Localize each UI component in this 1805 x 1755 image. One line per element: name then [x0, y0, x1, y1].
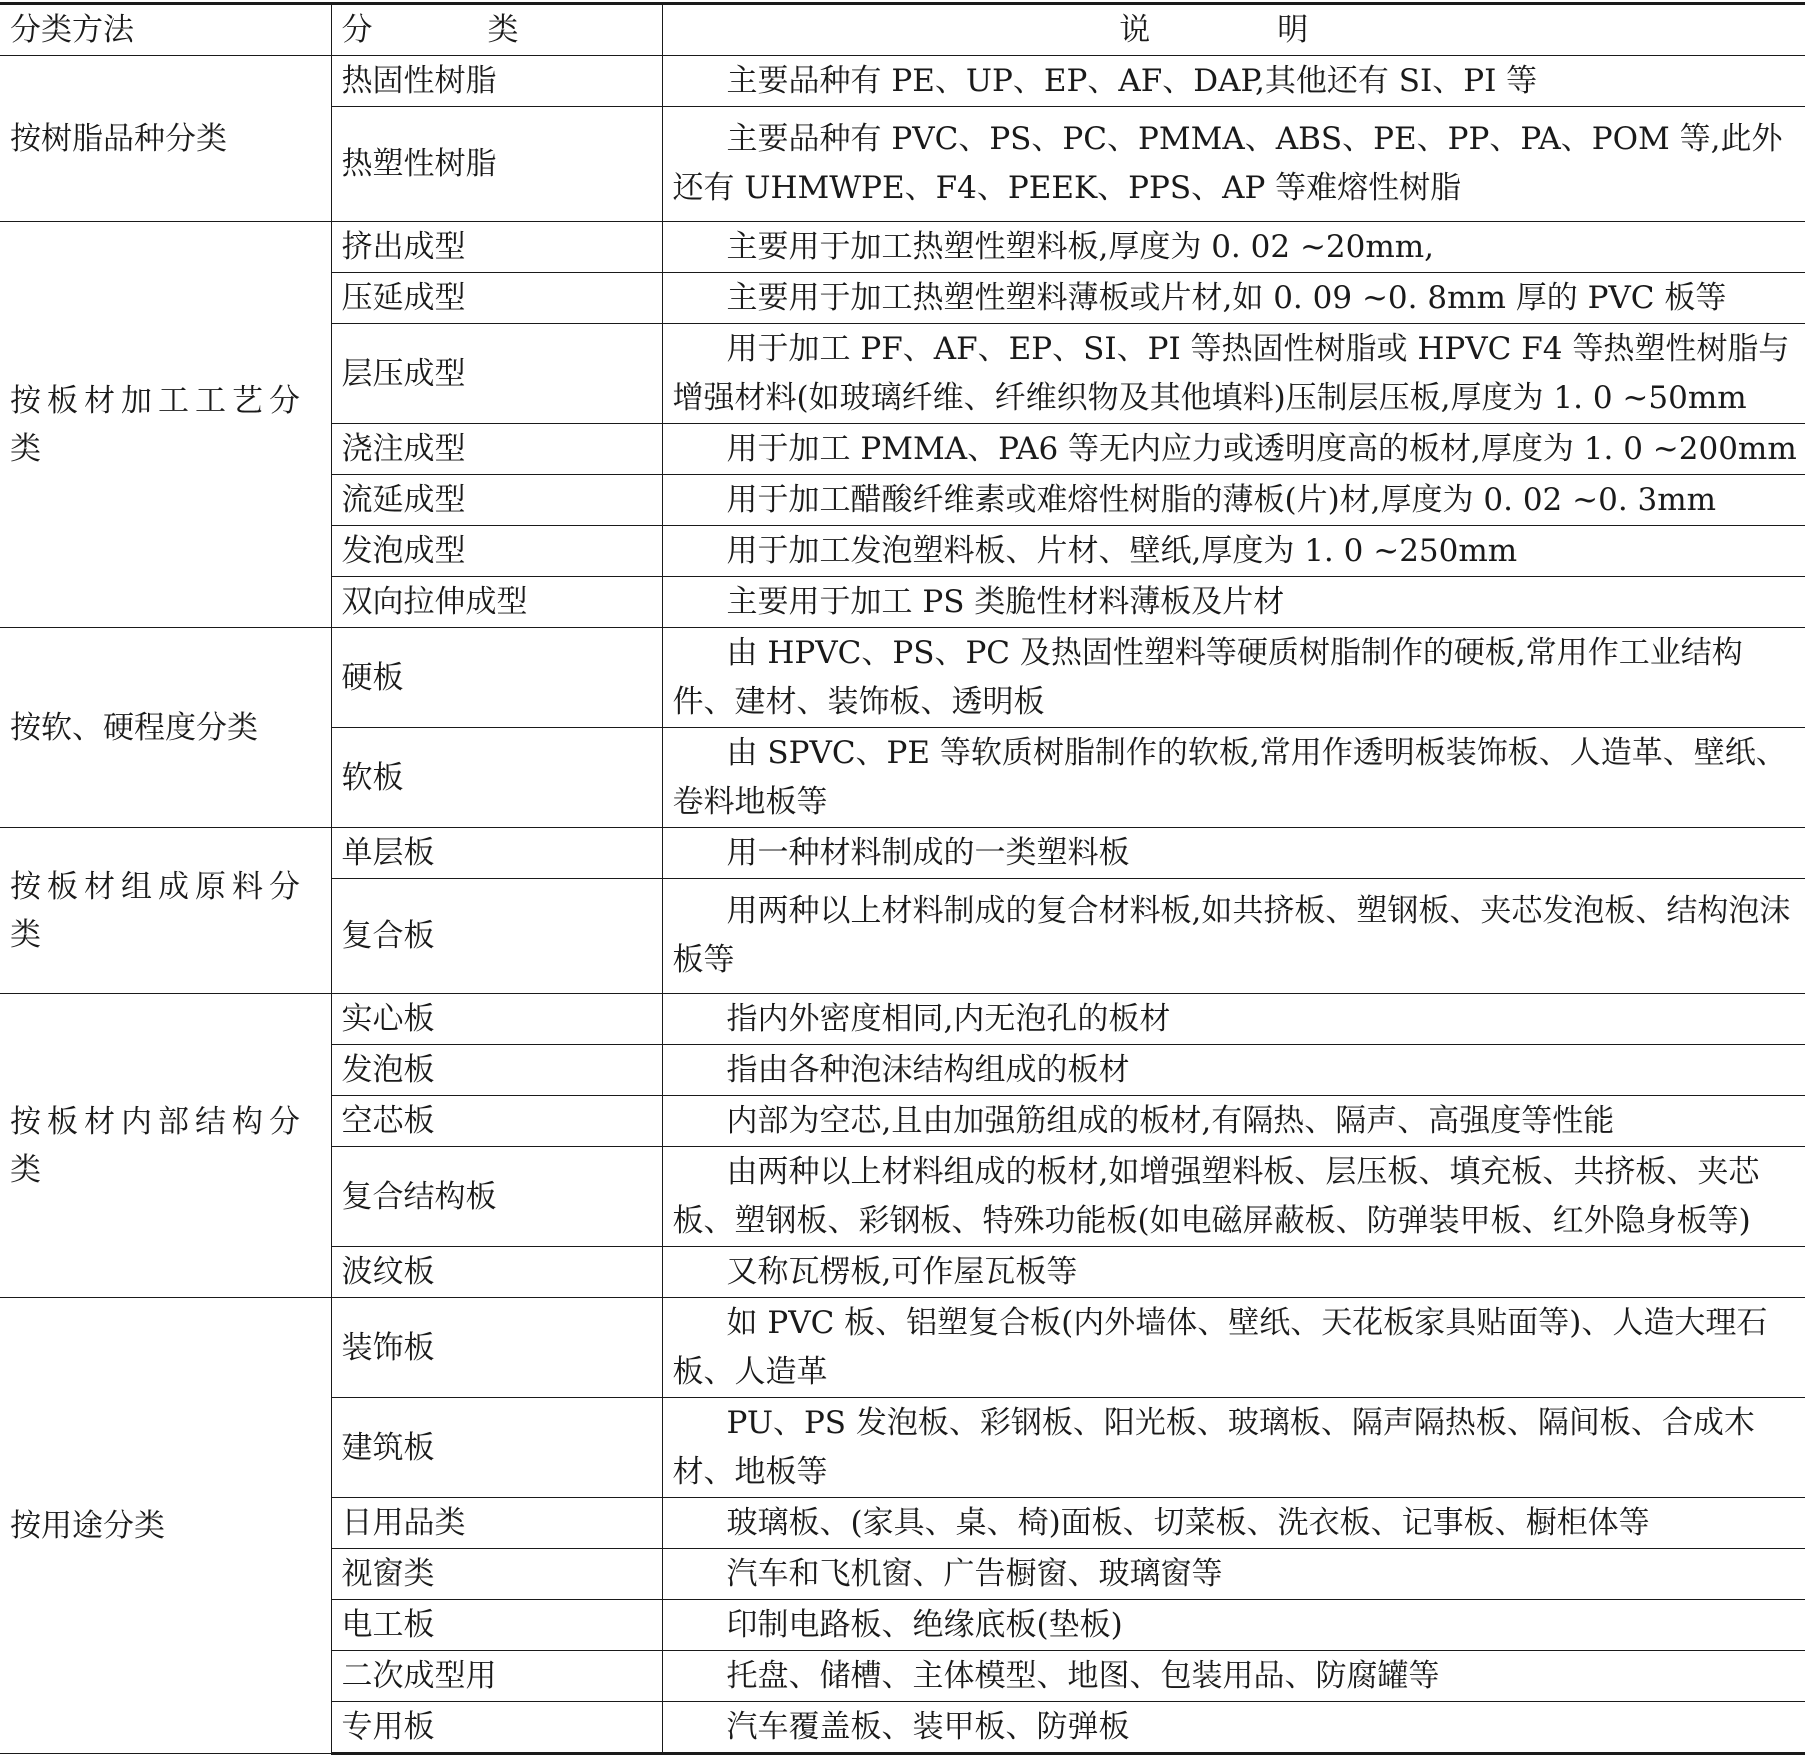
category-cell: 热塑性树脂	[331, 107, 662, 222]
category-cell: 双向拉伸成型	[331, 577, 662, 628]
category-cell: 电工板	[331, 1600, 662, 1651]
description-cell: 指由各种泡沫结构组成的板材	[662, 1045, 1805, 1096]
category-cell: 专用板	[331, 1702, 662, 1754]
description-cell: 由 HPVC、PS、PC 及热固性塑料等硬质树脂制作的硬板,常用作工业结构件、建材、装饰板、透明板	[662, 628, 1805, 728]
table-row	[0, 628, 1805, 728]
description-cell: PU、PS 发泡板、彩钢板、阳光板、玻璃板、隔声隔热板、隔间板、合成木材、地板等	[662, 1398, 1805, 1498]
category-cell: 复合结构板	[331, 1147, 662, 1247]
category-cell: 压延成型	[331, 273, 662, 324]
description-cell: 用两种以上材料制成的复合材料板,如共挤板、塑钢板、夹芯发泡板、结构泡沫板等	[662, 879, 1805, 994]
category-cell: 热固性树脂	[331, 56, 662, 107]
description-cell: 如 PVC 板、铝塑复合板(内外墙体、壁纸、天花板家具贴面等)、人造大理石板、人造革	[662, 1298, 1805, 1398]
category-cell: 空芯板	[331, 1096, 662, 1147]
description-cell: 印制电路板、绝缘底板(垫板)	[662, 1600, 1805, 1651]
category-cell: 装饰板	[331, 1298, 662, 1398]
description-cell: 主要用于加工热塑性塑料薄板或片材,如 0. 09 ~0. 8mm 厚的 PVC 板等	[662, 273, 1805, 324]
method-cell: 按树脂品种分类	[0, 56, 331, 222]
category-cell: 二次成型用	[331, 1651, 662, 1702]
category-cell: 实心板	[331, 994, 662, 1045]
category-cell: 日用品类	[331, 1498, 662, 1549]
category-cell: 视窗类	[331, 1549, 662, 1600]
description-cell: 汽车覆盖板、装甲板、防弹板	[662, 1702, 1805, 1754]
description-cell: 玻璃板、(家具、桌、椅)面板、切菜板、洗衣板、记事板、橱柜体等	[662, 1498, 1805, 1549]
table-row	[0, 56, 1805, 107]
description-cell: 主要用于加工 PS 类脆性材料薄板及片材	[662, 577, 1805, 628]
method-cell: 按软、硬程度分类	[0, 628, 331, 828]
description-cell: 主要品种有 PVC、PS、PC、PMMA、ABS、PE、PP、PA、POM 等,此外还有 UHMWPE、F4、PEEK、PPS、AP 等难熔性树脂	[662, 107, 1805, 222]
category-cell: 发泡成型	[331, 526, 662, 577]
method-cell	[0, 222, 331, 628]
method-cell: 按用途分类	[0, 1298, 331, 1754]
category-cell: 挤出成型	[331, 222, 662, 273]
category-cell: 流延成型	[331, 475, 662, 526]
description-cell: 主要用于加工热塑性塑料板,厚度为 0. 02 ~20mm,	[662, 222, 1805, 273]
category-cell: 发泡板	[331, 1045, 662, 1096]
category-cell: 单层板	[331, 828, 662, 879]
method-text: 按板材加工工艺分类	[10, 382, 306, 467]
description-cell: 由两种以上材料组成的板材,如增强塑料板、层压板、填充板、共挤板、夹芯板、塑钢板、彩钢板、特殊功能板(如电磁屏蔽板、防弹装甲板、红外隐身板等)	[662, 1147, 1805, 1247]
header-category: 分 类	[331, 4, 662, 56]
method-cell	[0, 828, 331, 994]
description-cell: 用于加工 PMMA、PA6 等无内应力或透明度高的板材,厚度为 1. 0 ~200mm	[662, 424, 1805, 475]
description-cell: 汽车和飞机窗、广告橱窗、玻璃窗等	[662, 1549, 1805, 1600]
description-cell: 用于加工 PF、AF、EP、SI、PI 等热固性树脂或 HPVC F4 等热塑性树脂与增强材料(如玻璃纤维、纤维织物及其他填料)压制层压板,厚度为 1. 0 ~50mm	[662, 324, 1805, 424]
table-row	[0, 828, 1805, 879]
header-method: 分类方法	[0, 4, 331, 56]
method-cell	[0, 994, 331, 1298]
category-cell: 层压成型	[331, 324, 662, 424]
category-cell: 波纹板	[331, 1247, 662, 1298]
category-cell: 复合板	[331, 879, 662, 994]
category-cell: 软板	[331, 728, 662, 828]
category-cell: 浇注成型	[331, 424, 662, 475]
description-cell: 由 SPVC、PE 等软质树脂制作的软板,常用作透明板装饰板、人造革、壁纸、卷料地板等	[662, 728, 1805, 828]
method-text: 按板材内部结构分类	[10, 1103, 306, 1188]
description-cell: 内部为空芯,且由加强筋组成的板材,有隔热、隔声、高强度等性能	[662, 1096, 1805, 1147]
description-cell: 主要品种有 PE、UP、EP、AF、DAP,其他还有 SI、PI 等	[662, 56, 1805, 107]
category-cell: 硬板	[331, 628, 662, 728]
description-cell: 托盘、储槽、主体模型、地图、包装用品、防腐罐等	[662, 1651, 1805, 1702]
description-cell: 用一种材料制成的一类塑料板	[662, 828, 1805, 879]
description-cell: 又称瓦楞板,可作屋瓦板等	[662, 1247, 1805, 1298]
description-cell: 用于加工发泡塑料板、片材、壁纸,厚度为 1. 0 ~250mm	[662, 526, 1805, 577]
header-description: 说 明	[662, 4, 1805, 56]
description-cell: 用于加工醋酸纤维素或难熔性树脂的薄板(片)材,厚度为 0. 02 ~0. 3mm	[662, 475, 1805, 526]
table-row	[0, 994, 1805, 1045]
table-row	[0, 222, 1805, 273]
method-text: 按板材组成原料分类	[10, 868, 306, 953]
category-cell: 建筑板	[331, 1398, 662, 1498]
table-row	[0, 1298, 1805, 1398]
description-cell: 指内外密度相同,内无泡孔的板材	[662, 994, 1805, 1045]
header-row	[0, 4, 1805, 56]
classification-table	[0, 2, 1805, 1755]
